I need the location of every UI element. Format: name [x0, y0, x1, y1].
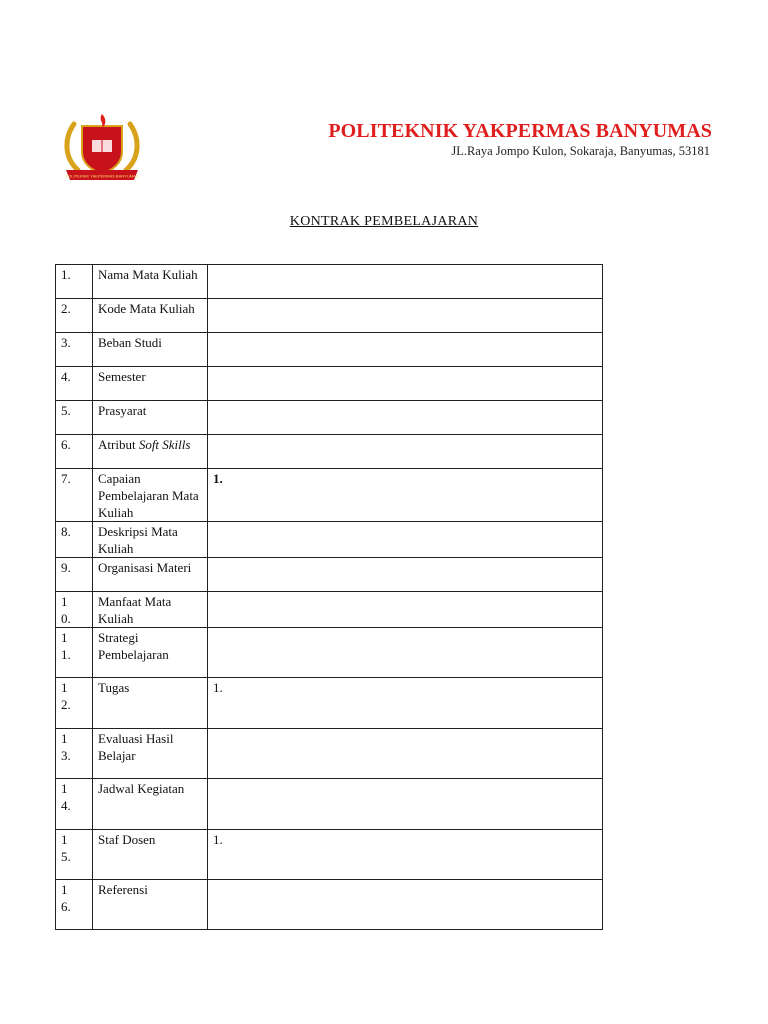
row-number: 12.: [56, 678, 93, 729]
row-label: Organisasi Materi: [93, 558, 208, 592]
row-value[interactable]: [208, 265, 603, 299]
row-value[interactable]: [208, 401, 603, 435]
row-label: Semester: [93, 367, 208, 401]
row-label: Prasyarat: [93, 401, 208, 435]
institution-logo: [60, 112, 144, 188]
row-value[interactable]: [208, 592, 603, 628]
row-value[interactable]: [208, 779, 603, 830]
row-number: 3.: [56, 333, 93, 367]
row-value[interactable]: [208, 367, 603, 401]
table-row: [56, 558, 603, 592]
row-value[interactable]: 1.: [208, 678, 603, 729]
row-number: 11.: [56, 628, 93, 678]
row-value[interactable]: [208, 299, 603, 333]
row-value[interactable]: 1.: [208, 830, 603, 880]
table-row: [56, 435, 603, 469]
institution-address: JL.Raya Jompo Kulon, Sokaraja, Banyumas, 53181: [451, 144, 710, 158]
contract-table: [55, 264, 603, 930]
logo-ribbon-text: POLITEKNIK YAKPERMAS BANYUMAS: [65, 173, 139, 179]
row-value[interactable]: [208, 522, 603, 558]
row-label: Beban Studi: [93, 333, 208, 367]
table-row: [56, 265, 603, 299]
table-row: [56, 592, 603, 628]
institution-name: POLITEKNIK YAKPERMAS BANYUMAS: [328, 120, 712, 142]
table-row: [56, 333, 603, 367]
row-value[interactable]: [208, 628, 603, 678]
table-row: [56, 469, 603, 522]
table-row: [56, 880, 603, 930]
table-row: [56, 367, 603, 401]
table-row: [56, 522, 603, 558]
row-label: Atribut Soft Skills: [93, 435, 208, 469]
row-number: 2.: [56, 299, 93, 333]
row-label: Capaian Pembelajaran Mata Kuliah: [93, 469, 208, 522]
row-number: 13.: [56, 729, 93, 779]
row-number: 7.: [56, 469, 93, 522]
row-number: 4.: [56, 367, 93, 401]
row-label: Strategi Pembelajaran: [93, 628, 208, 678]
table-row: [56, 678, 603, 729]
row-label: Evaluasi Hasil Belajar: [93, 729, 208, 779]
row-label-italic: Soft Skills: [138, 437, 191, 452]
row-label: Jadwal Kegiatan: [93, 779, 208, 830]
row-value[interactable]: [208, 880, 603, 930]
row-label: Manfaat Mata Kuliah: [93, 592, 208, 628]
row-label: Tugas: [93, 678, 208, 729]
table-row: [56, 779, 603, 830]
row-number: 9.: [56, 558, 93, 592]
row-label: Staf Dosen: [93, 830, 208, 880]
row-number: 5.: [56, 401, 93, 435]
table-row: [56, 299, 603, 333]
row-number: 1.: [56, 265, 93, 299]
row-value[interactable]: [208, 333, 603, 367]
table-row: [56, 830, 603, 880]
row-number: 10.: [56, 592, 93, 628]
document-title: KONTRAK PEMBELAJARAN: [289, 214, 479, 229]
table-row: [56, 401, 603, 435]
row-label: Kode Mata Kuliah: [93, 299, 208, 333]
table-row: [56, 729, 603, 779]
row-value[interactable]: 1.: [208, 469, 603, 522]
row-label: Nama Mata Kuliah: [93, 265, 208, 299]
row-number: 8.: [56, 522, 93, 558]
row-value[interactable]: [208, 729, 603, 779]
row-number: 16.: [56, 880, 93, 930]
row-number: 15.: [56, 830, 93, 880]
row-label: Referensi: [93, 880, 208, 930]
table-row: [56, 628, 603, 678]
row-label: Deskripsi Mata Kuliah: [93, 522, 208, 558]
row-number: 14.: [56, 779, 93, 830]
row-value[interactable]: [208, 435, 603, 469]
row-number: 6.: [56, 435, 93, 469]
row-value[interactable]: [208, 558, 603, 592]
